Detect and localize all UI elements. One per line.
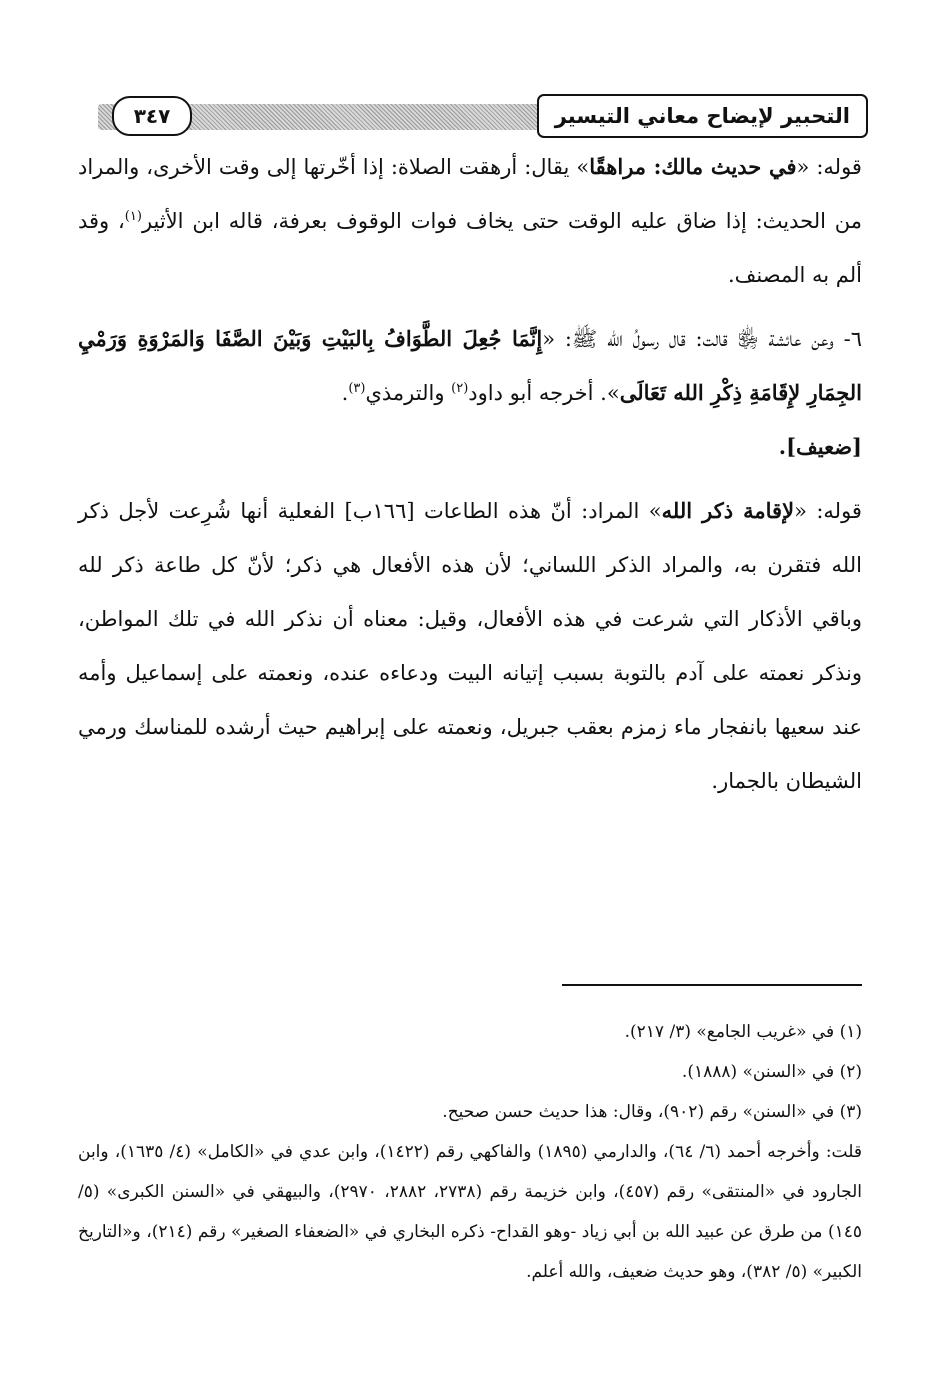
p3-text: » المراد: أنّ هذه الطاعات [١٦٦ب] الفعلية أنها شُرِعت لأجل ذكر الله فتقرن به، والمراد الذكر اللساني؛ لأن هذه الأفعال هي ذكر؛ لأنّ كل طاعة ذكر لله وباقي الأذكار التي شرعت في هذه الأفعال، وقيل: معناه أن نذكر الله في تلك المواطن، ونذكر نعمته على آدم بالتوبة بسبب إتيانه البيت ودعاءه عنده، ونعمته على إسماعيل وأمه عند سعيها بانفجار ماء زمزم بعقب جبريل، ونعمته على إبراهيم حيث أرشده للمناسك ورمي الشيطان بالجمار. xyxy=(78,499,862,793)
footnote-3: (٣) في «السنن» رقم (٩٠٢)، وقال: هذا حديث حسن صحيح. xyxy=(442,1102,862,1122)
p3-bold-phrase: لإقامة ذكر الله xyxy=(661,498,795,523)
main-text xyxy=(78,140,862,808)
p1-bold-phrase: في حديث مالك: مراهقًا xyxy=(589,154,797,179)
footnote-1: (١) في «غريب الجامع» (٣/ ٢١٧). xyxy=(624,1022,862,1042)
p1-text-a: » يقال: أرهقت الصلاة: إذا أخّرتها إلى وقت الأخرى، والمراد من الحديث: إذا ضاق عليه الوقت حتى يخاف فوات الوقوف بعرفة، قاله ابن الأثير xyxy=(78,155,863,233)
p2-text-c: والترمذي xyxy=(365,381,452,405)
footnote-3-continuation: قلت: وأخرجه أحمد (٦/ ٦٤)، والدارمي (١٨٩٥) والفاكهي رقم (١٤٢٢)، وابن عدي في «الكامل» (٤/ ١٦٣٥)، وابن الجارود في «المنتقى» رقم (٤٥٧)، وابن خزيمة رقم (٢٧٣٨، ٢٨٨٢، ٢٩٧٠)، والبيهقي في «السنن الكبرى» (٥/ ١٤٥) من طرق عن عبيد الله بن أبي زياد -وهو القداح- ذكره البخاري في «الضعفاء الصغير» رقم (٢١٤)، و«التاريخ الكبير» (٥/ ٣٨٢)، وهو حديث ضعيف، والله أعلم. xyxy=(78,1142,863,1282)
paragraph-3 xyxy=(78,484,862,808)
footnote-separator xyxy=(562,984,862,986)
p2-text-d: . xyxy=(341,381,349,405)
p3-intro: قوله: « xyxy=(794,499,862,523)
footnote-ref-3: (٣) xyxy=(348,381,366,396)
page-number: ٣٤٧ xyxy=(112,96,192,136)
paragraph-2 xyxy=(78,312,862,474)
footnote-ref-2: (٢) xyxy=(451,381,469,396)
p2-text-a: ٦- وعن عائشة ﵂ قالت: قال رسولُ الله ﷺ: « xyxy=(542,327,862,351)
p1-intro: قوله: « xyxy=(796,155,862,179)
book-title: التحبير لإيضاح معاني التيسير xyxy=(537,94,868,138)
p1-text-b: ، وقد ألم به المصنف. xyxy=(78,209,862,287)
p2-text-b: ». أخرجه أبو داود xyxy=(468,381,620,405)
hadith-text: إِنَّمَا جُعِلَ الطَّوَافُ بِالبَيْتِ وَبَيْنَ الصَّفَا وَالمَرْوَةِ وَرَمْيِ الجِمَارِ لإِقَامَةِ ذِكْرِ الله تَعَالَى xyxy=(78,326,862,405)
footnote-ref-1: (١) xyxy=(124,209,142,224)
hadith-grade: [ضعيف]. xyxy=(778,434,862,459)
footnote-2: (٢) في «السنن» (١٨٨٨). xyxy=(681,1062,862,1082)
page-header xyxy=(98,96,866,142)
footnotes xyxy=(78,1012,862,1292)
paragraph-1 xyxy=(78,140,862,302)
